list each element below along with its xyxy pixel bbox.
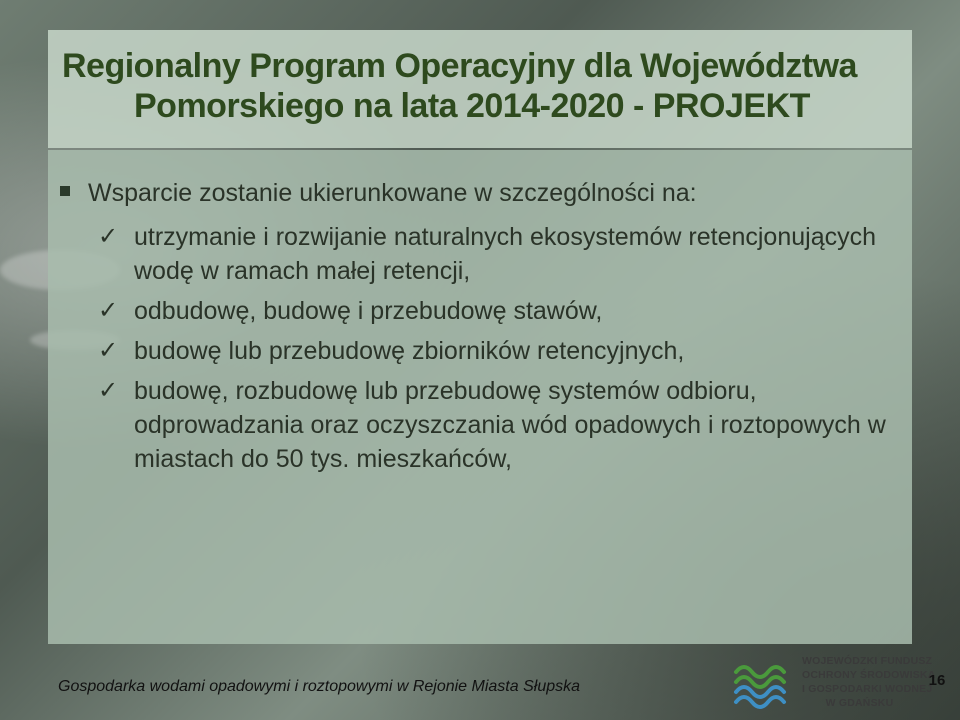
list-item — [98, 374, 898, 476]
slide-title-line2: Pomorskiego na lata 2014-2020 - PROJEKT — [134, 87, 810, 125]
list-item-text: utrzymanie i rozwijanie naturalnych ekosystemów retencjonujących wodę w ramach małej retencji, — [134, 223, 877, 285]
logo-text-line: WOJEWÓDZKI FUNDUSZ — [802, 655, 933, 667]
list-item-text: odbudowę, budowę i przebudowę stawów, — [134, 297, 603, 325]
slide-title — [62, 46, 902, 126]
logo-text-line: I GOSPODARKI WODNEJ — [802, 683, 933, 695]
list-item — [98, 220, 898, 288]
slide-title-line1: Regionalny Program Operacyjny dla Województwa — [62, 47, 857, 85]
intro-bullet — [60, 176, 900, 210]
list-item — [98, 334, 898, 368]
checklist — [98, 220, 898, 482]
content-panel — [48, 150, 912, 644]
page-number: 16 — [928, 672, 946, 689]
list-item-text: budowę, rozbudowę lub przebudowę systemów odbioru, odprowadzania oraz oczyszczania wód opadowych i roztopowych w miastach do 50 tys. mieszkańców, — [134, 377, 886, 473]
square-bullet-icon — [60, 186, 70, 196]
logo-text — [802, 654, 936, 710]
list-item — [98, 294, 898, 328]
title-panel — [48, 30, 912, 148]
footer-caption: Gospodarka wodami opadowymi i roztopowymi w Rejonie Miasta Słupska — [58, 678, 581, 695]
logo-text-line: W GDAŃSKU — [825, 697, 894, 709]
check-icon: ✓ — [98, 297, 119, 324]
logo-text-line: OCHRONY ŚRODOWISKA — [802, 669, 936, 681]
check-icon: ✓ — [98, 377, 119, 404]
wfosigw-logo-icon — [730, 652, 794, 716]
intro-text: Wsparcie zostanie ukierunkowane w szczególności na: — [88, 179, 697, 207]
check-icon: ✓ — [98, 337, 119, 364]
list-item-text: budowę lub przebudowę zbiorników retencyjnych, — [134, 337, 685, 365]
check-icon: ✓ — [98, 223, 119, 250]
